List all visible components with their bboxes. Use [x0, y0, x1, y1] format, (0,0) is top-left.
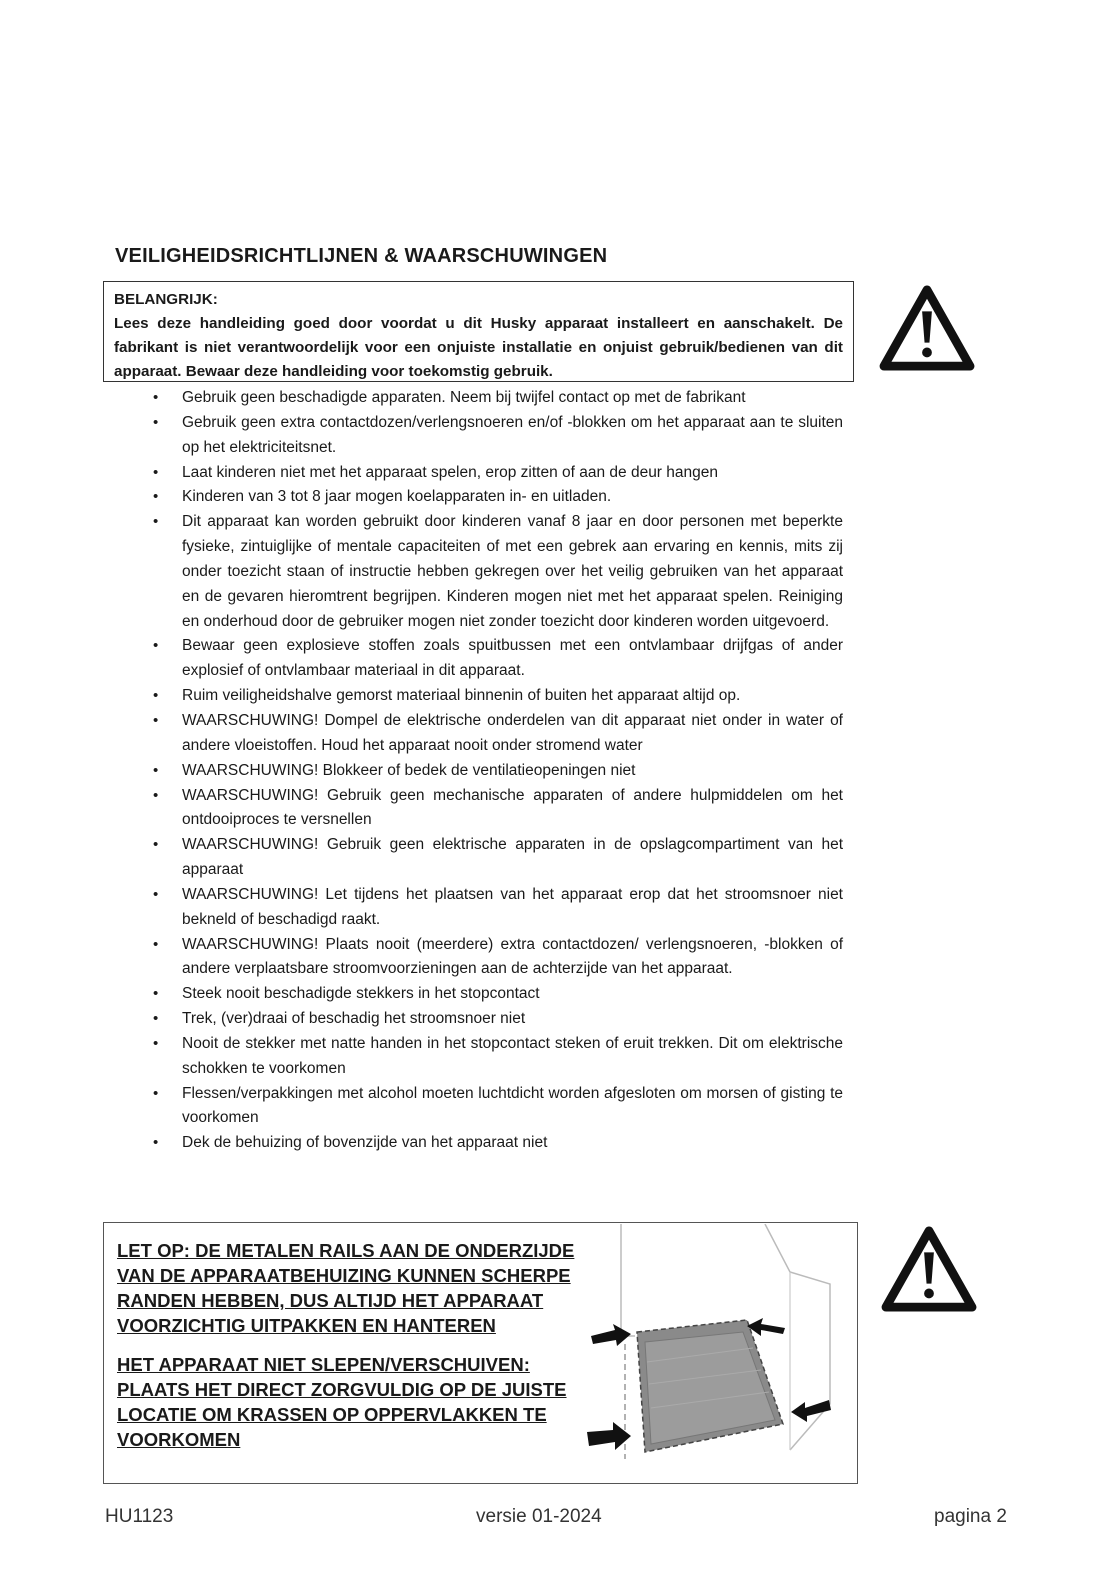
list-item: • Flessen/verpakkingen met alcohol moeten luchtdicht worden afgesloten om morsen of gisting te voorkomen: [153, 1082, 843, 1132]
list-item: • WAARSCHUWING! Blokkeer of bedek de ventilatieopeningen niet: [153, 759, 843, 784]
list-item: • Dit apparaat kan worden gebruikt door kinderen vanaf 8 jaar en door personen met beperkte fysieke, zintuiglijke of mentale capaciteiten of met een gebrek aan ervaring en kennis, mits zij onder toezicht staan of instructie hebben gekregen over het veilig gebruiken van het apparaat en de gevaren hieromtrent begrijpen. Kinderen mogen niet met het apparaat spelen. Reiniging en onderhoud door de gebruiker mogen niet zonder toezicht door kinderen worden uitgevoerd.: [153, 510, 843, 634]
footer-page-number: pagina 2: [934, 1506, 1007, 1527]
arrow-icon: [791, 1400, 831, 1422]
list-item: • Steek nooit beschadigde stekkers in het stopcontact: [153, 982, 843, 1007]
list-item: • WAARSCHUWING! Let tijdens het plaatsen van het apparaat erop dat het stroomsnoer niet bekneld of beschadigd raakt.: [153, 883, 843, 933]
list-item: • Trek, (ver)draai of beschadig het stroomsnoer niet: [153, 1007, 843, 1032]
important-text: Lees deze handleiding goed door voordat u dit Husky apparaat installeert en aanschakelt. De fabrikant is niet verantwoordelijk voor een onjuiste installatie en onjuist gebruik/bedienen van dit apparaat. Bewaar deze handleiding voor toekomstig gebruik.: [114, 315, 843, 380]
warning-triangle-icon: [878, 284, 976, 372]
warning-triangle-icon: [880, 1225, 978, 1313]
footer-version: versie 01-2024: [476, 1506, 602, 1527]
important-heading: BELANGRIJK:: [114, 291, 218, 308]
list-item: • WAARSCHUWING! Gebruik geen mechanische apparaten of andere hulpmiddelen om het ontdooiproces te versnellen: [153, 784, 843, 834]
footer-model: HU1123: [105, 1506, 174, 1527]
list-item: • Dek de behuizing of bovenzijde van het apparaat niet: [153, 1131, 843, 1156]
list-item: • Nooit de stekker met natte handen in het stopcontact steken of eruit trekken. Dit om elektrische schokken te voorkomen: [153, 1032, 843, 1082]
list-item: • Bewaar geen explosieve stoffen zoals spuitbussen met een ontvlambaar drijfgas of ander explosief of ontvlambaar materiaal in dit apparaat.: [153, 634, 843, 684]
arrow-icon: [591, 1324, 631, 1346]
list-item: • WAARSCHUWING! Plaats nooit (meerdere) extra contactdozen/ verlengsnoeren, -blokken of andere verplaatsbare stroomvoorzieningen aan de achterzijde van het apparaat.: [153, 933, 843, 983]
page-title: VEILIGHEIDSRICHTLIJNEN & WAARSCHUWINGEN: [115, 245, 608, 267]
arrow-icon: [747, 1318, 785, 1336]
fridge-bottom-illustration: [585, 1224, 857, 1482]
list-item: • Gebruik geen beschadigde apparaten. Neem bij twijfel contact op met de fabrikant: [153, 386, 843, 411]
caution-text-rails: LET OP: DE METALEN RAILS AAN DE ONDERZIJDE VAN DE APPARAATBEHUIZING KUNNEN SCHERPE RANDEN HEBBEN, DUS ALTIJD HET APPARAAT VOORZICHTIG UITPAKKEN EN HANTEREN: [117, 1240, 575, 1336]
list-item: • Laat kinderen niet met het apparaat spelen, erop zitten of aan de deur hangen: [153, 461, 843, 486]
safety-bullet-list: [153, 386, 843, 1156]
list-item: • WAARSCHUWING! Gebruik geen elektrische apparaten in de opslagcompartiment van het apparaat: [153, 833, 843, 883]
list-item: • Ruim veiligheidshalve gemorst materiaal binnenin of buiten het apparaat altijd op.: [153, 684, 843, 709]
list-item: • Gebruik geen extra contactdozen/verlengsnoeren en/of -blokken om het apparaat aan te sluiten op het elektriciteitsnet.: [153, 411, 843, 461]
important-notice-box: [103, 281, 854, 382]
list-item: • Kinderen van 3 tot 8 jaar mogen koelapparaten in- en uitladen.: [153, 485, 843, 510]
caution-text-drag: HET APPARAAT NIET SLEPEN/VERSCHUIVEN: PLAATS HET DIRECT ZORGVULDIG OP DE JUISTE LOCATIE OM KRASSEN OP OPPERVLAKKEN TE VOORKOMEN: [117, 1354, 567, 1450]
list-item: • WAARSCHUWING! Dompel de elektrische onderdelen van dit apparaat niet onder in water of andere vloeistoffen. Houd het apparaat nooit onder stromend water: [153, 709, 843, 759]
